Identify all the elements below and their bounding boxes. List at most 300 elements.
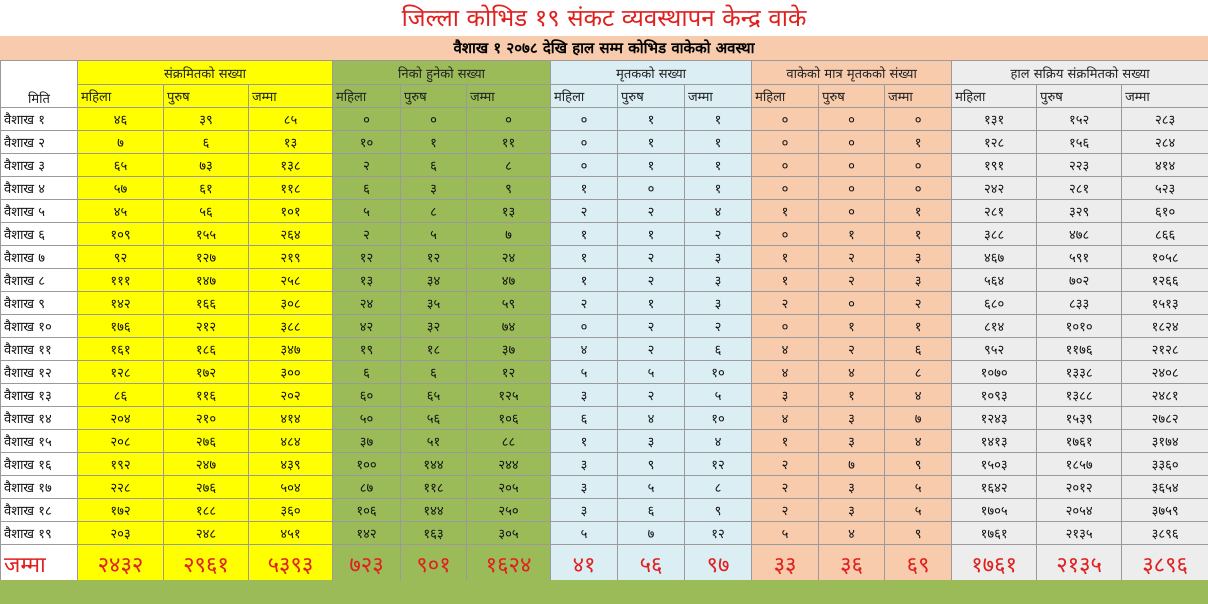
date-cell: वैशाख १७ xyxy=(1,476,78,499)
table-row xyxy=(1,499,1208,522)
value-cell: २ xyxy=(819,246,885,269)
sub-header-row xyxy=(1,85,1208,108)
total-cell: १६२४ xyxy=(467,545,551,584)
value-cell: ० xyxy=(333,108,401,131)
value-cell: ५६ xyxy=(164,200,249,223)
value-cell: ४१४ xyxy=(249,407,333,430)
value-cell: ३ xyxy=(551,476,618,499)
group-infected-header: संक्रमितको सख्या xyxy=(78,61,333,85)
group-recovered-header: निको हुनेको सख्या xyxy=(333,61,551,85)
date-cell: वैशाख ११ xyxy=(1,338,78,361)
value-cell: ३८८ xyxy=(249,315,333,338)
date-cell: वैशाख ३ xyxy=(1,154,78,177)
table-row xyxy=(1,522,1208,545)
total-cell: २४३२ xyxy=(78,545,164,584)
value-cell: ३३६० xyxy=(1122,453,1208,476)
value-cell: ८५ xyxy=(249,108,333,131)
value-cell: १० xyxy=(685,361,752,384)
value-cell: २ xyxy=(685,315,752,338)
table-row xyxy=(1,246,1208,269)
value-cell: ५ xyxy=(885,499,952,522)
value-cell: ० xyxy=(401,108,467,131)
value-cell: ५ xyxy=(401,223,467,246)
sub-header-3-0: महिला xyxy=(752,85,819,108)
value-cell: १ xyxy=(819,223,885,246)
value-cell: १ xyxy=(752,200,819,223)
value-cell: ५२३ xyxy=(1122,177,1208,200)
value-cell: १८ xyxy=(401,338,467,361)
covid-table xyxy=(0,60,1208,584)
value-cell: १२ xyxy=(467,361,551,384)
value-cell: २६४ xyxy=(249,223,333,246)
table-row xyxy=(1,384,1208,407)
value-cell: १५५ xyxy=(164,223,249,246)
value-cell: १५६ xyxy=(1037,131,1122,154)
value-cell: १११ xyxy=(78,269,164,292)
date-cell: वैशाख ९ xyxy=(1,292,78,315)
value-cell: ० xyxy=(752,177,819,200)
value-cell: ३ xyxy=(685,292,752,315)
page-title: जिल्ला कोभिड १९ संकट व्यवस्थापन केन्द्र वाके xyxy=(0,0,1208,37)
value-cell: १ xyxy=(885,131,952,154)
value-cell: १५३९ xyxy=(1037,407,1122,430)
table-row xyxy=(1,453,1208,476)
sub-header-1-0: महिला xyxy=(333,85,401,108)
value-cell: २ xyxy=(551,292,618,315)
value-cell: १५०३ xyxy=(952,453,1037,476)
value-cell: ३८८ xyxy=(952,223,1037,246)
value-cell: १३ xyxy=(467,200,551,223)
date-cell: वैशाख ८ xyxy=(1,269,78,292)
value-cell: १०१ xyxy=(249,200,333,223)
sub-header-2-2: जम्मा xyxy=(685,85,752,108)
value-cell: २१२ xyxy=(164,315,249,338)
value-cell: ६५ xyxy=(401,384,467,407)
value-cell: ४ xyxy=(819,522,885,545)
value-cell: ३१७४ xyxy=(1122,430,1208,453)
total-cell: ३८९६ xyxy=(1122,545,1208,584)
value-cell: १४२ xyxy=(78,292,164,315)
value-cell: २०१२ xyxy=(1037,476,1122,499)
value-cell: १ xyxy=(685,177,752,200)
value-cell: ४ xyxy=(752,361,819,384)
value-cell: २५८ xyxy=(249,269,333,292)
value-cell: ४ xyxy=(551,338,618,361)
date-cell: वैशाख ६ xyxy=(1,223,78,246)
value-cell: ० xyxy=(885,154,952,177)
value-cell: ४२ xyxy=(333,315,401,338)
total-cell: २९६१ xyxy=(164,545,249,584)
value-cell: २ xyxy=(618,200,685,223)
value-cell: ४ xyxy=(885,384,952,407)
value-cell: १ xyxy=(885,200,952,223)
total-cell: ६९ xyxy=(885,545,952,584)
value-cell: ८ xyxy=(685,476,752,499)
value-cell: २४०८ xyxy=(1122,361,1208,384)
total-cell: २१३५ xyxy=(1037,545,1122,584)
value-cell: २ xyxy=(752,453,819,476)
table-body xyxy=(1,108,1208,584)
value-cell: २ xyxy=(618,246,685,269)
value-cell: १५२ xyxy=(1037,108,1122,131)
value-cell: ४३९ xyxy=(249,453,333,476)
value-cell: ० xyxy=(752,131,819,154)
value-cell: ८ xyxy=(401,200,467,223)
total-cell: ३६ xyxy=(819,545,885,584)
group-active-header: हाल सक्रिय संक्रमितको सख्या xyxy=(952,61,1208,85)
value-cell: ६ xyxy=(401,154,467,177)
value-cell: २०५४ xyxy=(1037,499,1122,522)
value-cell: ३ xyxy=(685,246,752,269)
value-cell: १०७० xyxy=(952,361,1037,384)
value-cell: ९ xyxy=(885,453,952,476)
sub-header-3-1: पुरुष xyxy=(819,85,885,108)
value-cell: ३ xyxy=(401,177,467,200)
value-cell: ० xyxy=(467,108,551,131)
value-cell: ३४७ xyxy=(249,338,333,361)
footer-bar xyxy=(0,580,1208,604)
value-cell: ९२ xyxy=(78,246,164,269)
value-cell: ८३३ xyxy=(1037,292,1122,315)
value-cell: ० xyxy=(752,154,819,177)
value-cell: १ xyxy=(819,315,885,338)
value-cell: ७३ xyxy=(164,154,249,177)
value-cell: २४४ xyxy=(467,453,551,476)
value-cell: ६ xyxy=(401,361,467,384)
date-cell: वैशाख ५ xyxy=(1,200,78,223)
value-cell: ५ xyxy=(551,361,618,384)
sub-header-3-2: जम्मा xyxy=(885,85,952,108)
value-cell: ९ xyxy=(685,499,752,522)
value-cell: ७ xyxy=(819,453,885,476)
value-cell: १५१३ xyxy=(1122,292,1208,315)
value-cell: १० xyxy=(685,407,752,430)
value-cell: ७ xyxy=(618,522,685,545)
value-cell: ० xyxy=(618,177,685,200)
date-header: मिति xyxy=(1,61,78,108)
value-cell: २२३ xyxy=(1037,154,1122,177)
value-cell: १२७ xyxy=(164,246,249,269)
total-cell: ९०१ xyxy=(401,545,467,584)
value-cell: १ xyxy=(551,246,618,269)
value-cell: ४ xyxy=(752,407,819,430)
date-cell: वैशाख १३ xyxy=(1,384,78,407)
value-cell: २ xyxy=(752,292,819,315)
value-cell: ० xyxy=(551,154,618,177)
sub-header-1-1: पुरुष xyxy=(401,85,467,108)
value-cell: २१२८ xyxy=(1122,338,1208,361)
value-cell: १ xyxy=(885,315,952,338)
value-cell: १७०५ xyxy=(952,499,1037,522)
value-cell: ३ xyxy=(551,384,618,407)
total-cell: ७२३ xyxy=(333,545,401,584)
value-cell: ६८० xyxy=(952,292,1037,315)
value-cell: १८६ xyxy=(164,338,249,361)
value-cell: १२८ xyxy=(78,361,164,384)
value-cell: ० xyxy=(551,108,618,131)
value-cell: १९ xyxy=(333,338,401,361)
date-cell: वैशाख १ xyxy=(1,108,78,131)
value-cell: ३७५९ xyxy=(1122,499,1208,522)
value-cell: १७२ xyxy=(164,361,249,384)
value-cell: १०९३ xyxy=(952,384,1037,407)
value-cell: ० xyxy=(819,154,885,177)
value-cell: १२४३ xyxy=(952,407,1037,430)
value-cell: ५६ xyxy=(401,407,467,430)
value-cell: १९२ xyxy=(78,453,164,476)
value-cell: ३२९ xyxy=(1037,200,1122,223)
value-cell: ३ xyxy=(752,384,819,407)
value-cell: १०६ xyxy=(333,499,401,522)
value-cell: ३ xyxy=(551,453,618,476)
value-cell: ३८९६ xyxy=(1122,522,1208,545)
table-row xyxy=(1,269,1208,292)
value-cell: ० xyxy=(819,177,885,200)
value-cell: १ xyxy=(752,246,819,269)
value-cell: १३८८ xyxy=(1037,384,1122,407)
value-cell: ३ xyxy=(819,407,885,430)
value-cell: १ xyxy=(551,269,618,292)
value-cell: २ xyxy=(819,269,885,292)
table-row xyxy=(1,361,1208,384)
value-cell: ५९१ xyxy=(1037,246,1122,269)
value-cell: ५७ xyxy=(78,177,164,200)
value-cell: १ xyxy=(551,223,618,246)
value-cell: ३ xyxy=(819,499,885,522)
value-cell: ० xyxy=(885,108,952,131)
value-cell: ४६ xyxy=(78,108,164,131)
value-cell: २७८२ xyxy=(1122,407,1208,430)
value-cell: ४५१ xyxy=(249,522,333,545)
value-cell: ४७ xyxy=(467,269,551,292)
table-row xyxy=(1,131,1208,154)
value-cell: २४७ xyxy=(164,453,249,476)
value-cell: ५ xyxy=(333,200,401,223)
value-cell: २७६ xyxy=(164,430,249,453)
value-cell: ० xyxy=(819,131,885,154)
value-cell: ४१४ xyxy=(1122,154,1208,177)
value-cell: १ xyxy=(618,154,685,177)
date-cell: वैशाख १४ xyxy=(1,407,78,430)
value-cell: ४८४ xyxy=(249,430,333,453)
total-cell: ५६ xyxy=(618,545,685,584)
value-cell: २४८ xyxy=(164,522,249,545)
date-cell: वैशाख ४ xyxy=(1,177,78,200)
total-cell: ५३९३ xyxy=(249,545,333,584)
table-row xyxy=(1,154,1208,177)
value-cell: ४ xyxy=(618,407,685,430)
total-label: जम्मा xyxy=(1,545,78,584)
value-cell: २२८ xyxy=(78,476,164,499)
value-cell: १०९ xyxy=(78,223,164,246)
value-cell: १० xyxy=(333,131,401,154)
table-row xyxy=(1,476,1208,499)
value-cell: ३ xyxy=(551,499,618,522)
value-cell: ६ xyxy=(551,407,618,430)
value-cell: १ xyxy=(819,384,885,407)
value-cell: १०१० xyxy=(1037,315,1122,338)
total-cell: ९७ xyxy=(685,545,752,584)
value-cell: १६१ xyxy=(78,338,164,361)
value-cell: ५९ xyxy=(467,292,551,315)
value-cell: ० xyxy=(752,223,819,246)
value-cell: २ xyxy=(819,338,885,361)
value-cell: ३ xyxy=(819,476,885,499)
value-cell: ६० xyxy=(333,384,401,407)
group-header-row xyxy=(1,61,1208,85)
value-cell: १ xyxy=(401,131,467,154)
value-cell: १८२४ xyxy=(1122,315,1208,338)
value-cell: २०२ xyxy=(249,384,333,407)
value-cell: २०८ xyxy=(78,430,164,453)
value-cell: २ xyxy=(551,200,618,223)
sub-header-0-2: जम्मा xyxy=(249,85,333,108)
value-cell: २ xyxy=(618,269,685,292)
total-row xyxy=(1,545,1208,584)
value-cell: १२ xyxy=(401,246,467,269)
value-cell: १ xyxy=(752,430,819,453)
value-cell: १ xyxy=(685,131,752,154)
value-cell: २ xyxy=(685,223,752,246)
value-cell: ८७ xyxy=(333,476,401,499)
value-cell: ६ xyxy=(618,499,685,522)
value-cell: २८३ xyxy=(1122,108,1208,131)
value-cell: ४ xyxy=(885,430,952,453)
value-cell: ० xyxy=(819,292,885,315)
value-cell: ६ xyxy=(164,131,249,154)
value-cell: १ xyxy=(618,292,685,315)
table-row xyxy=(1,292,1208,315)
sub-header-4-2: जम्मा xyxy=(1122,85,1208,108)
value-cell: ८६ xyxy=(78,384,164,407)
table-row xyxy=(1,338,1208,361)
value-cell: १ xyxy=(752,269,819,292)
date-cell: वैशाख १९ xyxy=(1,522,78,545)
value-cell: ५ xyxy=(618,361,685,384)
value-cell: ८१४ xyxy=(952,315,1037,338)
value-cell: १४७ xyxy=(164,269,249,292)
value-cell: १७६१ xyxy=(952,522,1037,545)
value-cell: १०० xyxy=(333,453,401,476)
group-wake-deaths-header: वाकेको मात्र मृतकको संख्या xyxy=(752,61,952,85)
value-cell: २ xyxy=(618,338,685,361)
sub-header-4-1: पुरुष xyxy=(1037,85,1122,108)
value-cell: ६ xyxy=(885,338,952,361)
value-cell: ५ xyxy=(885,476,952,499)
value-cell: २५० xyxy=(467,499,551,522)
value-cell: ९ xyxy=(885,522,952,545)
value-cell: ८ xyxy=(467,154,551,177)
value-cell: ३२ xyxy=(401,315,467,338)
value-cell: १६३ xyxy=(401,522,467,545)
value-cell: ० xyxy=(551,315,618,338)
value-cell: ७ xyxy=(467,223,551,246)
value-cell: १३ xyxy=(333,269,401,292)
value-cell: ५ xyxy=(618,476,685,499)
value-cell: १ xyxy=(618,223,685,246)
value-cell: २७६ xyxy=(164,476,249,499)
sub-header-2-0: महिला xyxy=(551,85,618,108)
value-cell: २ xyxy=(333,223,401,246)
value-cell: ३०८ xyxy=(249,292,333,315)
total-cell: १७६१ xyxy=(952,545,1037,584)
value-cell: १०६ xyxy=(467,407,551,430)
value-cell: २ xyxy=(618,384,685,407)
value-cell: १४४ xyxy=(401,453,467,476)
value-cell: ० xyxy=(752,108,819,131)
value-cell: १७६१ xyxy=(1037,430,1122,453)
value-cell: ३०५ xyxy=(467,522,551,545)
value-cell: ४ xyxy=(685,200,752,223)
value-cell: ११८ xyxy=(249,177,333,200)
value-cell: २१० xyxy=(164,407,249,430)
value-cell: १ xyxy=(618,108,685,131)
value-cell: ३ xyxy=(885,246,952,269)
value-cell: ११८ xyxy=(401,476,467,499)
value-cell: २ xyxy=(752,476,819,499)
value-cell: १८८ xyxy=(164,499,249,522)
value-cell: १ xyxy=(551,430,618,453)
value-cell: ३७ xyxy=(333,430,401,453)
value-cell: ३६५४ xyxy=(1122,476,1208,499)
table-row xyxy=(1,177,1208,200)
value-cell: १२ xyxy=(685,522,752,545)
value-cell: १ xyxy=(885,223,952,246)
total-cell: ३३ xyxy=(752,545,819,584)
value-cell: ० xyxy=(819,200,885,223)
value-cell: ७४ xyxy=(467,315,551,338)
value-cell: २४८१ xyxy=(1122,384,1208,407)
value-cell: ० xyxy=(819,108,885,131)
value-cell: १९१ xyxy=(952,154,1037,177)
date-cell: वैशाख १२ xyxy=(1,361,78,384)
value-cell: ९ xyxy=(467,177,551,200)
sub-header-0-1: पुरुष xyxy=(164,85,249,108)
value-cell: ६ xyxy=(333,361,401,384)
group-deaths-header: मृतकको सख्या xyxy=(551,61,752,85)
value-cell: २४२ xyxy=(952,177,1037,200)
value-cell: ३ xyxy=(618,430,685,453)
value-cell: २ xyxy=(752,499,819,522)
table-row xyxy=(1,407,1208,430)
value-cell: १३३८ xyxy=(1037,361,1122,384)
value-cell: ५ xyxy=(752,522,819,545)
value-cell: ५६४ xyxy=(952,269,1037,292)
value-cell: ६ xyxy=(333,177,401,200)
value-cell: १४४ xyxy=(401,499,467,522)
value-cell: ६१० xyxy=(1122,200,1208,223)
value-cell: २४ xyxy=(467,246,551,269)
value-cell: ४६७ xyxy=(952,246,1037,269)
value-cell: १ xyxy=(685,108,752,131)
value-cell: ९ xyxy=(618,453,685,476)
table-row xyxy=(1,108,1208,131)
value-cell: १८५७ xyxy=(1037,453,1122,476)
value-cell: १ xyxy=(551,177,618,200)
value-cell: ८६६ xyxy=(1122,223,1208,246)
value-cell: १२५ xyxy=(467,384,551,407)
value-cell: २ xyxy=(885,292,952,315)
date-cell: वैशाख १८ xyxy=(1,499,78,522)
value-cell: ० xyxy=(885,177,952,200)
value-cell: ११७६ xyxy=(1037,338,1122,361)
value-cell: ४५ xyxy=(78,200,164,223)
value-cell: ६१ xyxy=(164,177,249,200)
value-cell: १२ xyxy=(333,246,401,269)
date-cell: वैशाख १६ xyxy=(1,453,78,476)
value-cell: ३९ xyxy=(164,108,249,131)
sub-header-2-1: पुरुष xyxy=(618,85,685,108)
